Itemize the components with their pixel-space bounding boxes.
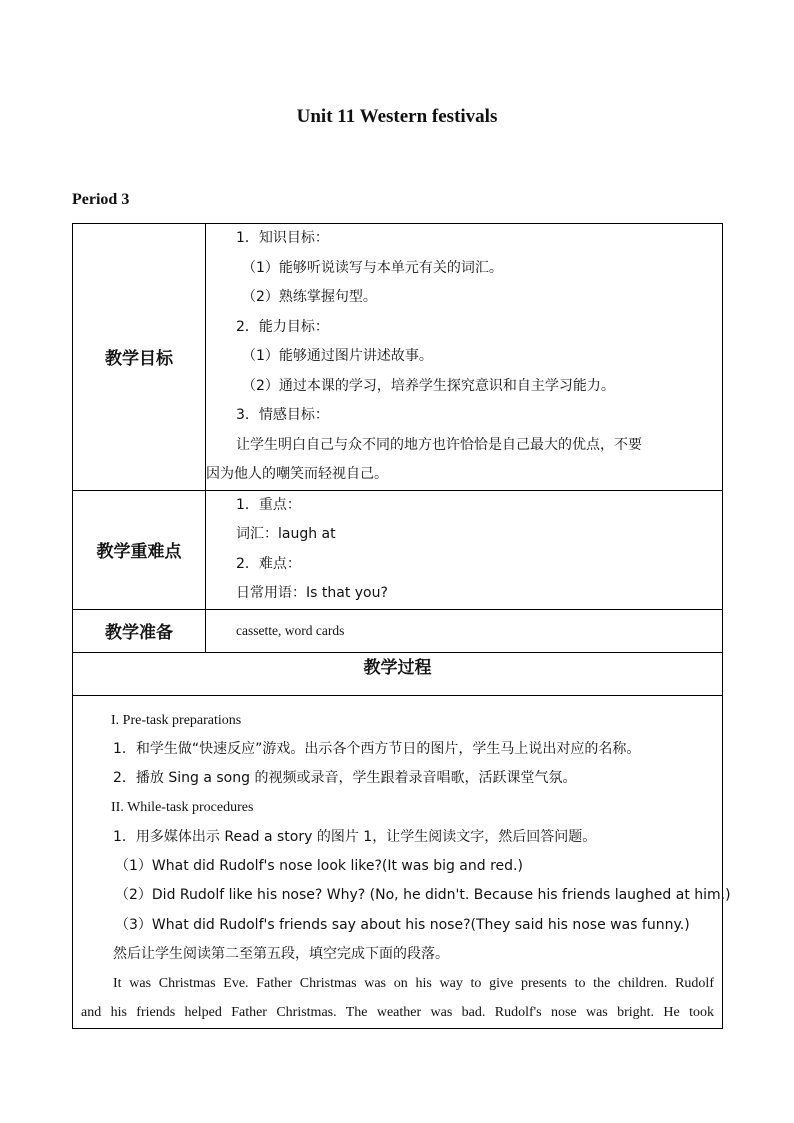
process-line: I. Pre-task preparations	[111, 712, 242, 728]
preparation-content	[206, 609, 723, 652]
key-points-row	[73, 490, 723, 609]
goals-line: 让学生明白自己与众不同的地方也许恰恰是自己最大的优点，不要	[236, 436, 642, 453]
process-content	[73, 695, 731, 1028]
goals-row	[73, 224, 723, 491]
process-line: 1．和学生做“快速反应”游戏。出示各个西方节日的图片，学生马上说出对应的名称。	[113, 740, 641, 757]
process-line: 然后让学生阅读第二至第五段，填空完成下面的段落。	[113, 945, 449, 962]
key-points-label: 教学重难点	[73, 490, 206, 609]
process-line: （2）Did Rudolf like his nose? Why? (No, he didn't. Because his friends laughed at him.)	[115, 887, 731, 904]
goals-line: 3．情感目标：	[236, 407, 329, 423]
key-points-line: 词汇：laugh at	[236, 526, 336, 542]
process-line: 1．用多媒体出示 Read a story 的图片 1，让学生阅读文字，然后回答问题。	[113, 828, 597, 845]
goals-line: 2．能力目标：	[236, 318, 329, 335]
key-points-content	[206, 490, 723, 609]
preparation-value: cassette, word cards	[236, 622, 345, 638]
process-line: and his friends helped Father Christmas. The weather was bad. Rudolf's nose was bright. He took	[81, 1005, 714, 1021]
goals-line: 因为他人的嘲笑而轻视自己。	[206, 466, 388, 482]
process-line: It was Christmas Eve. Father Christmas was on his way to give presents to the children. Rudolf	[113, 976, 714, 992]
key-points-line: 1．重点：	[236, 496, 301, 513]
preparation-label: 教学准备	[73, 609, 206, 652]
goals-content	[206, 224, 723, 491]
goals-line: （1）能够听说读写与本单元有关的词汇。	[242, 259, 503, 276]
process-heading-row	[73, 652, 723, 695]
goals-line: （2）通过本课的学习，培养学生探究意识和自主学习能力。	[242, 377, 615, 394]
process-heading: 教学过程	[73, 652, 723, 695]
document-title: Unit 11 Western festivals	[296, 106, 498, 127]
process-line: 2．播放 Sing a song 的视频或录音，学生跟着录音唱歌，活跃课堂气氛。	[113, 770, 577, 787]
key-points-line: 日常用语：Is that you?	[236, 585, 388, 601]
period-heading: Period 3	[72, 191, 130, 208]
lesson-plan-table	[72, 223, 731, 1029]
process-line: （1）What did Rudolf's nose look like?(It was big and red.)	[115, 857, 523, 874]
goals-line: （1）能够通过图片讲述故事。	[242, 348, 433, 364]
preparation-row	[73, 609, 723, 652]
process-line: II. While-task procedures	[111, 800, 254, 816]
process-line: （3）What did Rudolf's friends say about his nose?(They said his nose was funny.)	[115, 916, 690, 933]
key-points-line: 2．难点：	[236, 555, 301, 572]
goals-line: 1．知识目标：	[236, 230, 329, 246]
goals-label: 教学目标	[73, 224, 206, 491]
process-row	[73, 695, 723, 1028]
goals-line: （2）熟练掌握句型。	[242, 289, 377, 305]
